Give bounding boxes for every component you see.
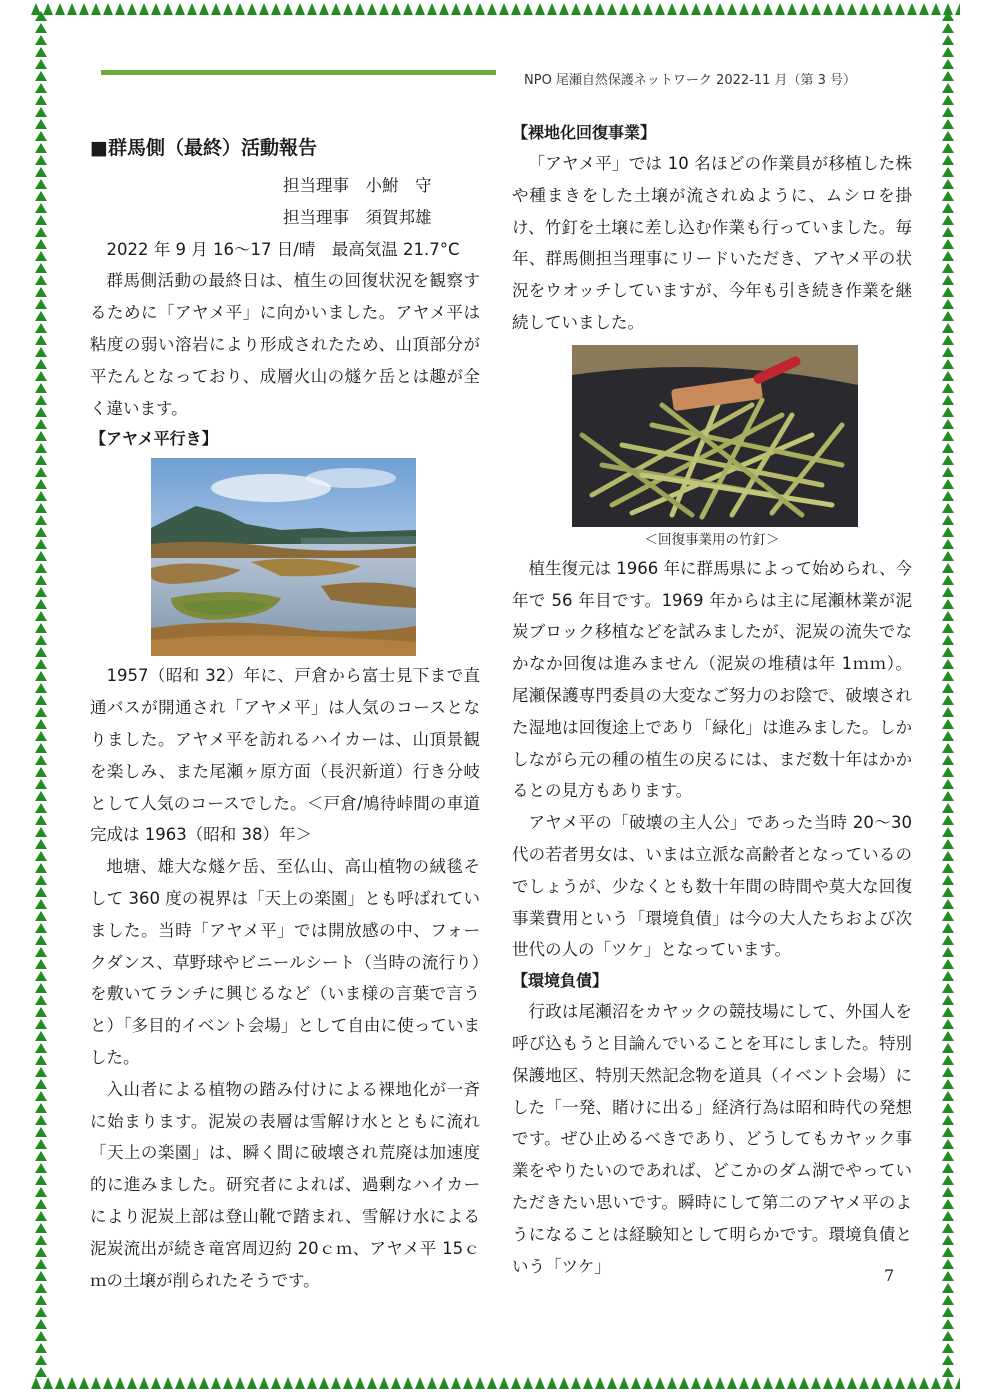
section-heading-ayamedaira: 【アヤメ平行き】 xyxy=(90,429,218,449)
decorative-border-bottom xyxy=(30,1376,960,1390)
right-column xyxy=(512,118,912,1282)
decorative-border-top xyxy=(30,2,960,16)
intro-paragraph: 群馬側活動の最終日は、植生の回復状況を観察するために「アヤメ平」に向かいました。アヤメ平は粘度の弱い溶岩により形成されたため、山頂部分が平たんとなっており、成層火山の燧ケ岳とは趣が全く違います。 xyxy=(90,271,480,418)
bamboo-stakes-photo xyxy=(572,345,858,527)
paragraph-vegetation-restoration: 植生復元は 1966 年に群馬県によって始められ、今年で 56 年目です。1969 年からは主に尾瀬林業が泥炭ブロック移植などを試みましたが、泥炭の流失でなかなか回復は進みません（泥炭の堆積は年 1ｍｍ）。尾瀬保護専門委員の大変なご努力のお陰で、破壊された湿地は回復途上であり「緑化」は進みました。しかしながら元の種の植生の戻るには、まだ数十年はかかるとの見方もあります。 xyxy=(512,558,912,801)
paragraph-trampling: 入山者による植物の踏み付けによる裸地化が一斉に始まります。泥炭の表層は雪解け水とともに流れ「天上の楽園」は、瞬く間に破壊され荒廃は加速度的に進みました。研究者によれば、過剰なハイカーにより泥炭上部は登山靴で踏まれ、雪解け水による泥炭流出が続き竜宮周辺約 20ｃｍ、アヤメ平 15ｃｍの土壌が削られたそうです。 xyxy=(90,1079,480,1290)
article-title: ■群馬側（最終）活動報告 xyxy=(90,137,317,159)
paragraph-destruction-protagonists: アヤメ平の「破壊の主人公」であった当時 20～30 代の若者男女は、いまは立派な高齢者となっているのでしょうが、少なくとも数十年間の時間や莫大な回復事業費用という「環境負債」は今の大人たちおよび次世代の人の「ツケ」となっています。 xyxy=(512,813,913,960)
publication-header: NPO 尾瀬自然保護ネットワーク 2022-11 月（第 3 号） xyxy=(524,73,857,88)
staff-line-2: 担当理事 須賀邦雄 xyxy=(283,207,432,227)
section-heading-recovery: 【裸地化回復事業】 xyxy=(512,123,657,142)
page-number: 7 xyxy=(884,1266,895,1285)
decorative-border-right xyxy=(941,10,955,1380)
paragraph-bus-history: 1957（昭和 32）年に、戸倉から富士見下まで直通バスが開通され「アヤメ平」は人気のコースとなりました。アヤメ平を訪れるハイカーは、山頂景観を楽しみ、また尾瀬ヶ原方面（長沢新道）行き分岐として人気のコースでした。＜戸倉/鳩待峠間の車道完成は 1963（昭和 38）年＞ xyxy=(90,666,480,845)
staff-line-1: 担当理事 小鮒 守 xyxy=(283,176,432,195)
left-column xyxy=(90,130,480,1296)
marsh-photo xyxy=(151,458,416,656)
paragraph-heavenly-paradise: 地塘、雄大な燧ケ岳、至仏山、高山植物の絨毯そして 360 度の視界は「天上の楽園」とも呼ばれていました。当時「アヤメ平」では開放感の中、フォークダンス、草野球やビニールシート（当時の流行り）を敷いてランチに興じるなど（いま様の言葉で言うと）「多目的イベント会場」として自由に使っていました。 xyxy=(90,857,480,1067)
paragraph-recovery-work: 「アヤメ平」では 10 名ほどの作業員が移植した株や種まきをした土壌が流されぬように、ムシロを掛け、竹釘を土壌に差し込む作業も行っていました。毎年、群馬側担当理事にリードいただき、アヤメ平の状況をウオッチしていますが、今年も引き続き作業を継続していました。 xyxy=(512,154,912,332)
photo-caption: ＜回復事業用の竹釘＞ xyxy=(644,531,780,548)
section-heading-environmental-debt: 【環境負債】 xyxy=(512,971,609,991)
header-rule xyxy=(101,70,496,75)
paragraph-kayak-plan: 行政は尾瀬沼をカヤックの競技場にして、外国人を呼び込もうと目論んでいることを耳にしました。特別保護地区、特別天然記念物を道具（イベント会場）にした「一発、賭けに出る」経済行為は昭和時代の発想です。ぜひ止めるべきであり、どうしてもカヤック事業をやりたいのであれば、どこかのダム湖でやっていただきたい思いです。瞬時にして第二のアヤメ平のようになることは経験知として明らかです。環境負債という「ツケ」 xyxy=(512,1002,912,1276)
date-weather-line: 2022 年 9 月 16～17 日/晴 最高気温 21.7°C xyxy=(106,239,460,259)
decorative-border-left xyxy=(34,10,48,1380)
